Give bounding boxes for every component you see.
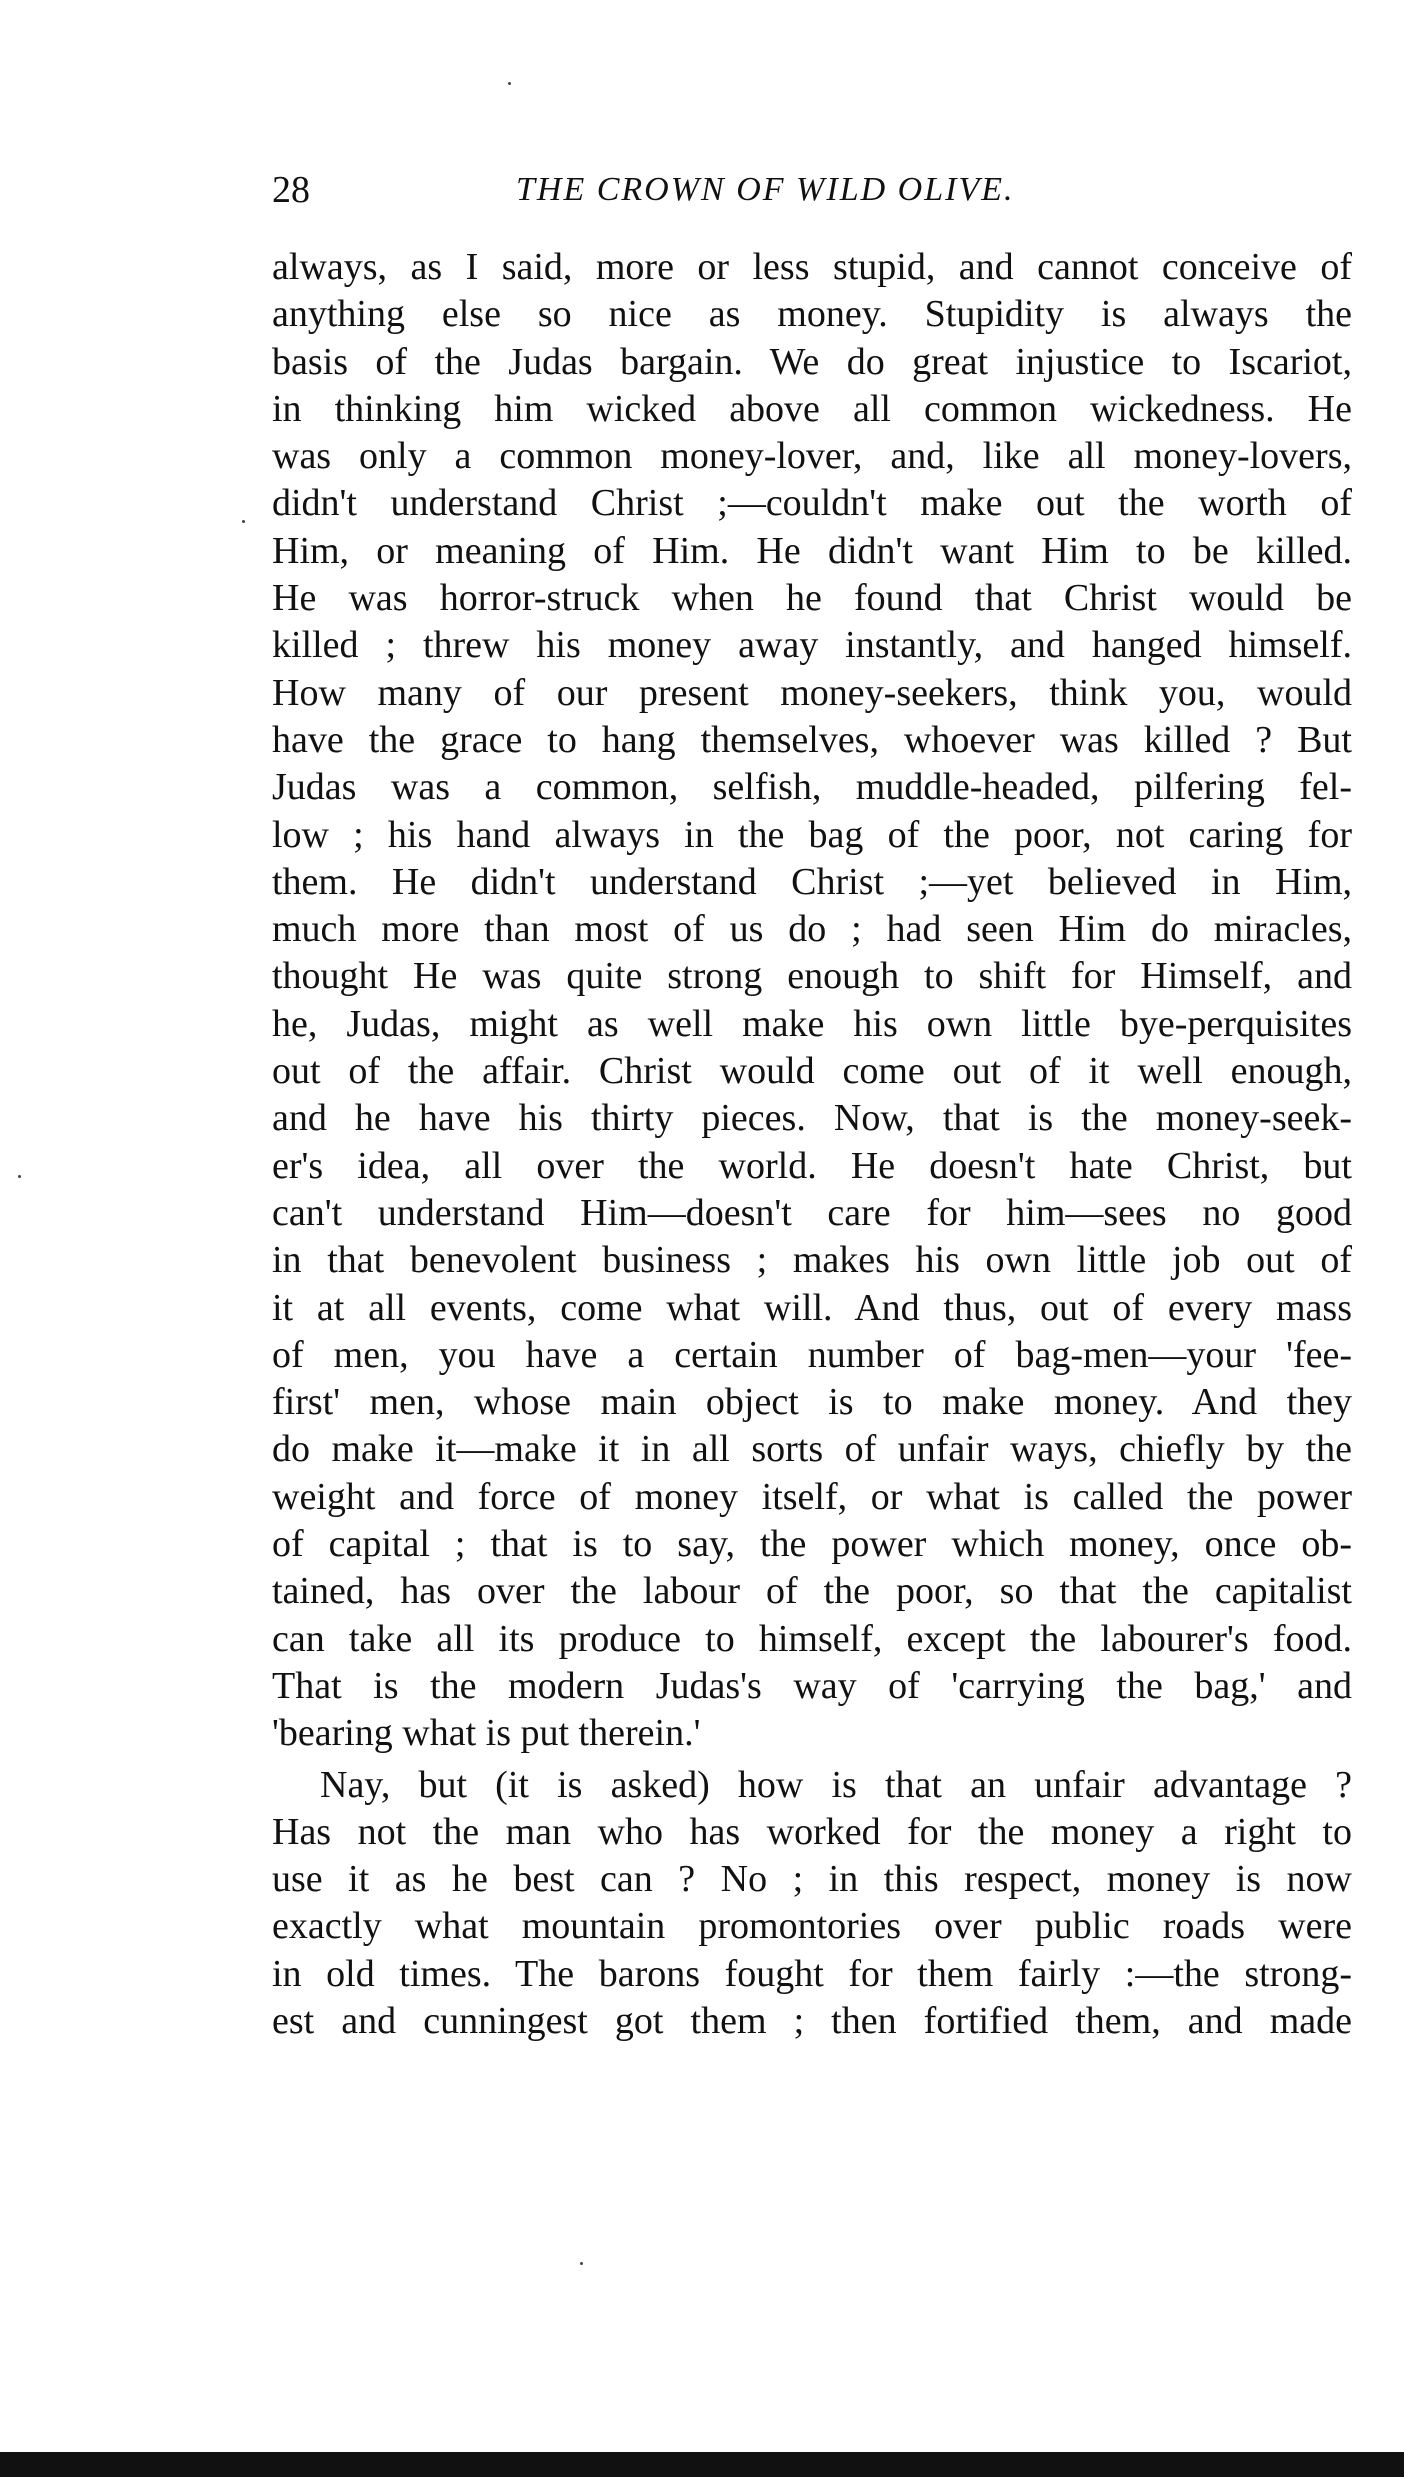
text-line: Him, or meaning of Him. He didn't want Him to be killed. [272, 529, 1352, 572]
text-line: out of the affair. Christ would come out of it well enough, [272, 1050, 1352, 1093]
text-line: in old times. The barons fought for them fairly :—the strong- [272, 1952, 1352, 1995]
text-line: in that benevolent business ; makes his own little job out of [272, 1239, 1352, 1282]
print-speck [242, 520, 245, 523]
text-line: didn't understand Christ ;—couldn't make out the worth of [272, 482, 1352, 525]
text-line: tained, has over the labour of the poor, so that the capitalist [272, 1570, 1352, 1613]
text-line: it at all events, come what will. And thus, out of every mass [272, 1286, 1352, 1329]
text-line: can't understand Him—doesn't care for him—sees no good [272, 1191, 1352, 1234]
text-line: weight and force of money itself, or what is called the power [272, 1475, 1352, 1518]
print-speck [580, 2262, 583, 2265]
text-line: much more than most of us do ; had seen Him do miracles, [272, 908, 1352, 951]
text-line: er's idea, all over the world. He doesn't hate Christ, but [272, 1144, 1352, 1187]
text-line: Has not the man who has worked for the money a right to [272, 1810, 1352, 1853]
text-line: first' men, whose main object is to make money. And they [272, 1381, 1352, 1424]
text-line: can take all its produce to himself, except the labourer's food. [272, 1617, 1352, 1660]
text-line: He was horror-struck when he found that Christ would be [272, 577, 1352, 620]
text-line: use it as he best can ? No ; in this respect, money is now [272, 1858, 1352, 1901]
text-line: do make it—make it in all sorts of unfair ways, chiefly by the [272, 1428, 1352, 1471]
text-line: How many of our present money-seekers, think you, would [272, 671, 1352, 714]
paragraph-1 [272, 244, 1352, 1758]
text-line: 'bearing what is put therein.' [272, 1712, 701, 1755]
text-line: and he have his thirty pieces. Now, that is the money-seek- [272, 1097, 1352, 1140]
print-speck [18, 1175, 21, 1178]
text-line: Nay, but (it is asked) how is that an unfair advantage ? [320, 1763, 1352, 1806]
text-line: That is the modern Judas's way of 'carrying the bag,' and [272, 1664, 1352, 1707]
text-line: in thinking him wicked above all common wickedness. He [272, 387, 1352, 430]
body-text [272, 244, 1352, 2045]
text-line: of capital ; that is to say, the power which money, once ob- [272, 1523, 1352, 1566]
scan-edge-bar [0, 2452, 1404, 2477]
text-line: anything else so nice as money. Stupidity is always the [272, 293, 1352, 336]
print-speck [508, 82, 511, 85]
text-line: basis of the Judas bargain. We do great injustice to Iscariot, [272, 340, 1352, 383]
running-title: THE CROWN OF WILD OLIVE. [516, 171, 1015, 208]
text-line: them. He didn't understand Christ ;—yet believed in Him, [272, 860, 1352, 903]
text-line: he, Judas, might as well make his own little bye-perquisites [272, 1002, 1352, 1045]
paragraph-2 [272, 1762, 1352, 2046]
text-line: thought He was quite strong enough to shift for Himself, and [272, 955, 1352, 998]
text-line: est and cunningest got them ; then fortified them, and made [272, 1999, 1352, 2042]
page-number: 28 [272, 169, 310, 211]
text-line: of men, you have a certain number of bag-men—your 'fee- [272, 1333, 1352, 1376]
text-line: have the grace to hang themselves, whoever was killed ? But [272, 718, 1352, 761]
text-line: exactly what mountain promontories over public roads were [272, 1905, 1352, 1948]
text-line: was only a common money-lover, and, like all money-lovers, [272, 435, 1352, 478]
text-line: killed ; threw his money away instantly, and hanged himself. [272, 624, 1352, 667]
text-line: Judas was a common, selfish, muddle-headed, pilfering fel- [272, 766, 1352, 809]
running-head [272, 160, 1352, 220]
text-line: low ; his hand always in the bag of the poor, not caring for [272, 813, 1352, 856]
text-line: always, as I said, more or less stupid, and cannot conceive of [272, 246, 1352, 288]
